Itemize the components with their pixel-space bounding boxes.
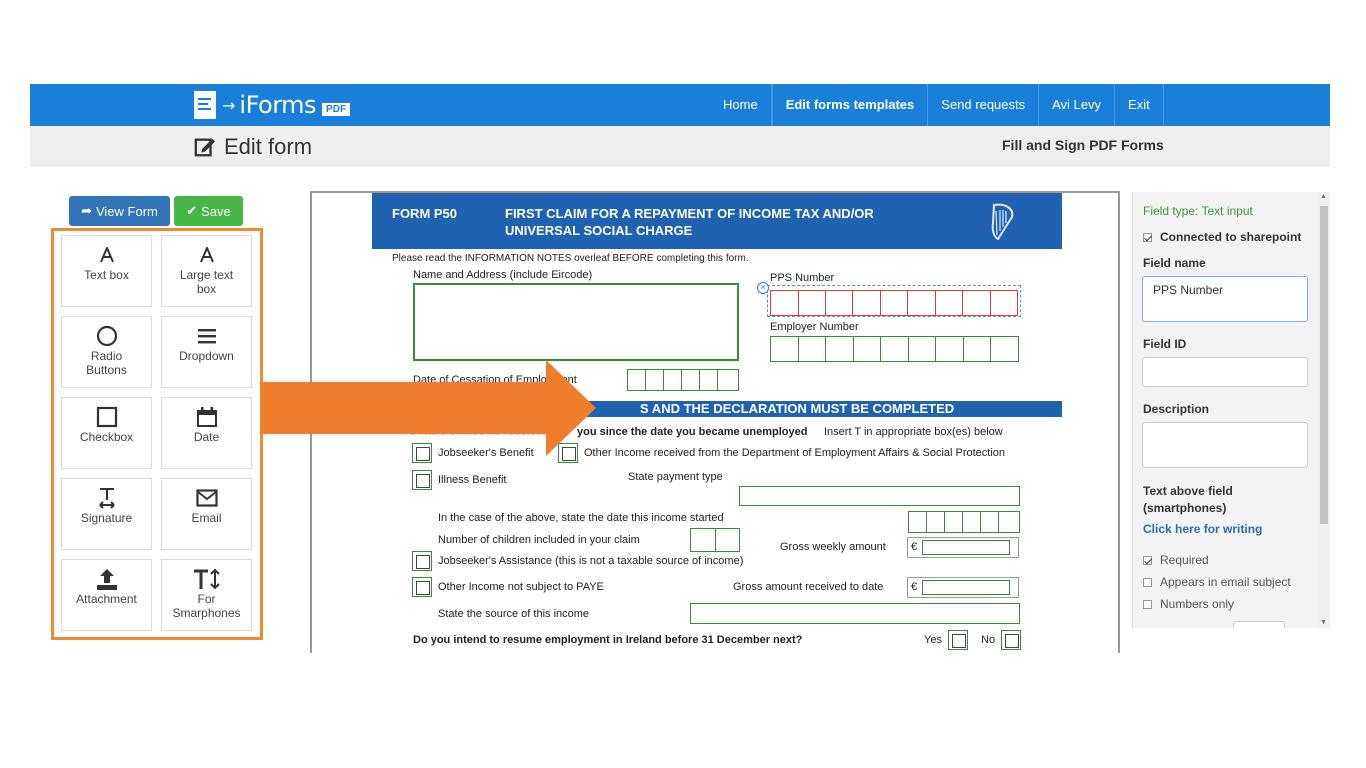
field-name-input[interactable]: PPS Number xyxy=(1142,276,1308,322)
document-icon xyxy=(194,91,220,119)
top-navbar xyxy=(30,84,1330,126)
name-address-label: Name and Address (include Eircode) xyxy=(413,269,593,281)
illness-benefit-label: Illness Benefit xyxy=(438,474,507,486)
resume-no-checkbox[interactable] xyxy=(1001,630,1021,650)
gross-weekly-field[interactable] xyxy=(922,540,1010,555)
calendar-icon xyxy=(196,406,218,428)
brand-name: iForms xyxy=(239,91,317,119)
pps-number-field[interactable] xyxy=(770,290,1018,316)
no-label: No xyxy=(981,634,996,646)
tool-label: Email xyxy=(191,511,222,525)
scroll-up-icon[interactable]: ▲ xyxy=(1320,193,1327,200)
large-text-box-icon xyxy=(199,244,215,266)
form-title xyxy=(505,205,874,239)
nav-user[interactable]: Avi Levy xyxy=(1039,84,1115,126)
tagline: Fill and Sign PDF Forms xyxy=(1002,137,1164,153)
form-title-line1: FIRST CLAIM FOR A REPAYMENT OF INCOME TAX AND/OR xyxy=(505,206,874,221)
field-type: Field type: Text input xyxy=(1143,204,1253,218)
hidden-button-edge[interactable] xyxy=(1233,621,1285,628)
pps-label: PPS Number xyxy=(770,272,835,284)
details-text: you since the date you became unemployed xyxy=(577,426,808,438)
dropdown-icon xyxy=(197,325,217,347)
other-income-dept-label: Other Income received from the Department of Employment Affairs & Social Protection xyxy=(584,447,1006,459)
state-payment-type-field[interactable] xyxy=(739,486,1020,506)
tool-label: Attachment xyxy=(76,592,137,606)
check-icon: ✔ xyxy=(186,203,198,218)
page-header xyxy=(30,126,1330,167)
gross-weekly-wrap xyxy=(907,537,1019,558)
source-income-field[interactable] xyxy=(690,603,1020,624)
connected-sharepoint-option[interactable] xyxy=(1143,230,1301,244)
tool-for-smartphones[interactable] xyxy=(161,559,252,631)
share-arrow-icon: ➦ xyxy=(81,203,92,218)
numbers-only-option[interactable] xyxy=(1143,597,1234,611)
checkbox-icon[interactable] xyxy=(1143,600,1152,609)
tool-label: Signature xyxy=(80,511,133,525)
panel-scrollbar[interactable] xyxy=(1318,192,1330,628)
required-option[interactable] xyxy=(1143,553,1209,567)
email-subject-option[interactable] xyxy=(1143,575,1291,589)
radio-icon xyxy=(96,325,118,347)
nav-send-requests[interactable]: Send requests xyxy=(928,84,1039,126)
name-address-field[interactable] xyxy=(413,283,739,361)
upload-icon xyxy=(96,568,118,590)
other-income-paye-checkbox[interactable] xyxy=(412,577,432,597)
main-nav xyxy=(710,84,1164,126)
form-code: FORM P50 xyxy=(392,206,458,221)
email-subject-label: Appears in email subject xyxy=(1160,575,1291,589)
cessation-date-field[interactable] xyxy=(627,369,739,391)
signature-icon xyxy=(97,487,117,509)
edit-icon xyxy=(194,136,216,158)
description-label: Description xyxy=(1143,402,1210,416)
tool-text-box[interactable] xyxy=(61,235,152,307)
tool-label: Date xyxy=(193,430,220,444)
scrollbar-thumb[interactable] xyxy=(1320,206,1328,524)
gross-weekly-label: Gross weekly amount xyxy=(780,541,886,553)
yes-label: Yes xyxy=(924,634,942,646)
resume-yes-checkbox[interactable] xyxy=(948,630,968,650)
tool-attachment[interactable] xyxy=(61,559,152,631)
text-above-label: Text above field (smartphones) xyxy=(1143,484,1233,515)
tool-large-text-box[interactable] xyxy=(161,235,252,307)
gross-to-date-label: Gross amount received to date xyxy=(733,581,884,593)
view-form-label: View Form xyxy=(96,203,158,219)
employer-number-label: Employer Number xyxy=(770,321,859,333)
nav-edit-forms-templates[interactable]: Edit forms templates xyxy=(772,84,929,126)
jobseekers-assistance-label: Jobseeker's Assistance (this is not a taxable source of income) xyxy=(438,555,744,567)
properties-panel xyxy=(1132,192,1330,628)
text-box-icon xyxy=(99,244,115,266)
euro-sign: € xyxy=(911,541,918,553)
declaration-banner: S AND THE DECLARATION MUST BE COMPLETED xyxy=(372,401,1062,417)
date-income-started-label: In the case of the above, state the date this income started xyxy=(438,512,724,524)
gross-to-date-field[interactable] xyxy=(922,580,1010,595)
save-label: Save xyxy=(201,203,231,219)
nav-exit[interactable]: Exit xyxy=(1115,84,1164,126)
page-title-wrap xyxy=(194,134,312,160)
field-id-input[interactable] xyxy=(1142,357,1308,387)
envelope-icon xyxy=(196,487,218,509)
arrow-right-icon: → xyxy=(222,95,236,115)
info-note: Please read the INFORMATION NOTES overleaf BEFORE completing this form. xyxy=(392,253,749,264)
field-id-label: Field ID xyxy=(1143,337,1187,351)
other-income-paye-label: Other Income not subject to PAYE xyxy=(438,581,604,593)
euro-sign: € xyxy=(911,581,918,593)
required-label: Required xyxy=(1160,553,1209,567)
tool-label: Large text box xyxy=(179,268,234,296)
date-income-started-field[interactable] xyxy=(908,511,1020,533)
form-title-line2: UNIVERSAL SOCIAL CHARGE xyxy=(505,223,693,238)
harp-emblem-icon xyxy=(988,201,1018,243)
checkbox-checked-icon[interactable] xyxy=(1143,556,1152,565)
gross-to-date-wrap xyxy=(907,577,1019,598)
state-payment-type-label: State payment type xyxy=(628,471,723,483)
view-form-button[interactable] xyxy=(69,196,170,226)
click-here-link[interactable]: Click here for writing xyxy=(1143,522,1263,536)
illness-benefit-checkbox[interactable] xyxy=(412,470,432,490)
tool-radio-buttons[interactable] xyxy=(61,316,152,388)
form-header xyxy=(372,193,1062,249)
text-resize-icon xyxy=(193,568,221,590)
employer-number-field[interactable] xyxy=(770,336,1019,362)
source-income-label: State the source of this income xyxy=(438,608,590,620)
tool-label: Text box xyxy=(84,268,129,282)
resume-question: Do you intend to resume employment in Ireland before 31 December next? xyxy=(413,634,803,646)
tool-signature[interactable] xyxy=(61,478,152,550)
tool-label: Radio Buttons xyxy=(86,349,127,377)
jobseekers-assistance-checkbox[interactable] xyxy=(412,551,432,571)
field-name-label: Field name xyxy=(1143,256,1206,270)
checkbox-checked-icon[interactable] xyxy=(1143,233,1152,242)
tool-label: For Smarphones xyxy=(172,592,241,620)
scroll-down-icon[interactable]: ▼ xyxy=(1320,619,1327,626)
save-button[interactable] xyxy=(174,196,243,226)
remove-field-icon[interactable]: × xyxy=(757,282,769,294)
children-count-field[interactable] xyxy=(690,528,740,552)
children-claim-label: Number of children included in your claim xyxy=(438,534,640,546)
tool-label: Dropdown xyxy=(179,349,234,363)
tool-dropdown[interactable] xyxy=(161,316,252,388)
tool-email[interactable] xyxy=(161,478,252,550)
description-input[interactable] xyxy=(1142,422,1308,468)
jobseekers-benefit-label: Jobseeker's Benefit xyxy=(438,447,534,459)
field-palette xyxy=(51,228,263,640)
brand-badge: PDF xyxy=(322,103,350,116)
checkbox-icon xyxy=(96,406,118,428)
numbers-only-label: Numbers only xyxy=(1160,597,1235,611)
brand-logo[interactable] xyxy=(194,90,350,120)
page-title: Edit form xyxy=(224,134,313,159)
checkbox-icon[interactable] xyxy=(1143,578,1152,587)
cessation-label: Date of Cessation of Employment xyxy=(413,374,577,386)
tool-label: Checkbox xyxy=(79,430,134,444)
tool-checkbox[interactable] xyxy=(61,397,152,469)
connected-sharepoint-label: Connected to sharepoint xyxy=(1160,230,1302,244)
drag-arrow-icon xyxy=(260,360,600,460)
details-instruction: Insert T in appropriate box(es) below xyxy=(824,426,1003,438)
nav-home[interactable]: Home xyxy=(710,84,772,126)
tool-date[interactable] xyxy=(161,397,252,469)
